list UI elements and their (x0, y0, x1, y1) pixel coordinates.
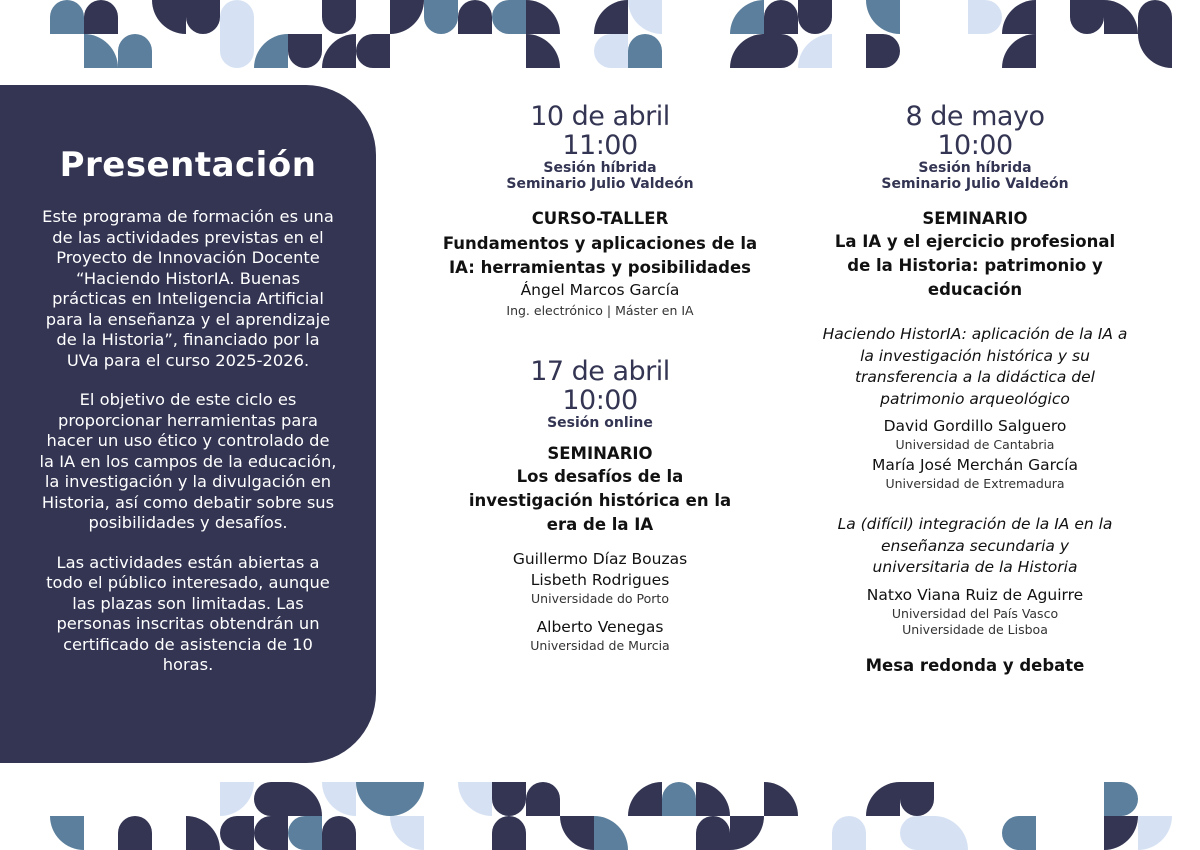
pattern-shape (288, 34, 322, 68)
pattern-shape (662, 782, 696, 816)
pattern-shape (798, 0, 832, 34)
event-10-abril (440, 102, 760, 319)
pattern-shape (526, 34, 560, 68)
speaker-affiliation: Universidad de Extremadura (885, 476, 1065, 491)
pattern-shape (764, 34, 798, 68)
event-date: 10 de abril (530, 101, 670, 132)
pattern-shape (288, 816, 322, 850)
pattern-shape (1138, 816, 1172, 850)
pattern-shape (730, 0, 764, 34)
event-kind: CURSO-TALLER (531, 209, 669, 228)
event-mode: Sesión híbrida (543, 160, 657, 176)
decorative-pattern-bottom (0, 782, 1200, 850)
pattern-shape (1138, 34, 1172, 68)
pattern-shape (1104, 782, 1138, 816)
talk-title: La (difícil) integración de la IA en la enseñanza secundaria y universitaria de la Historia (837, 515, 1113, 576)
pattern-shape (390, 782, 424, 816)
pattern-shape (118, 816, 152, 850)
pattern-shape (560, 816, 594, 850)
pattern-shape (152, 0, 186, 34)
pattern-shape (526, 782, 560, 816)
presentation-title: Presentación (59, 145, 317, 185)
pattern-shape (186, 0, 220, 34)
pattern-shape (1002, 0, 1036, 34)
event-kind: SEMINARIO (922, 209, 1028, 228)
event-mode: Sesión híbrida (918, 160, 1032, 176)
pattern-shape (594, 0, 628, 34)
speaker-affiliation: Universidade do Porto (531, 591, 669, 606)
pattern-shape (866, 0, 900, 34)
speaker-name: María José Merchán García (872, 456, 1078, 474)
event-time: 10:00 (562, 385, 638, 416)
speaker-affiliation: Universidad de Cantabria (895, 437, 1055, 452)
pattern-shape (628, 782, 662, 816)
event-date: 8 de mayo (905, 101, 1045, 132)
column-april (440, 102, 760, 654)
pattern-shape (254, 816, 288, 850)
pattern-shape (1138, 0, 1172, 34)
speaker-name: Guillermo Díaz Bouzas (512, 550, 688, 568)
pattern-shape (628, 0, 662, 34)
event-title: La IA y el ejercicio profesional de la Historia: patrimonio y educación (834, 232, 1116, 299)
speaker-name: Lisbeth Rodrigues (530, 571, 670, 589)
pattern-shape (730, 34, 764, 68)
pattern-shape (220, 816, 254, 850)
pattern-shape (526, 0, 560, 34)
pattern-shape (934, 816, 968, 850)
event-17-abril (440, 357, 760, 654)
presentation-paragraph: Las actividades están abiertas a todo el público interesado, aunque las plazas son limitadas. Las personas inscritas obtendrán un certificado de asistencia de 10 horas. (46, 552, 330, 674)
presentation-paragraph: Este programa de formación es una de las actividades previstas en el Proyecto de Innovación Docente “Haciendo HistorIA. Buenas prácticas en Inteligencia Artificial para la enseñanza y el aprendizaje de la Historia”, financiado por la UVa para el curso 2025-2026. (42, 207, 334, 370)
pattern-shape (798, 34, 832, 68)
presentation-panel (0, 85, 376, 763)
speaker-affiliation: Universidad de Murcia (530, 638, 670, 653)
pattern-shape (288, 782, 322, 816)
pattern-shape (900, 816, 934, 850)
pattern-shape (50, 816, 84, 850)
event-title: Los desafíos de la investigación histórica en la era de la IA (468, 467, 732, 534)
speaker-name: Alberto Venegas (536, 618, 664, 636)
pattern-shape (968, 0, 1002, 34)
pattern-shape (84, 34, 118, 68)
pattern-shape (764, 0, 798, 34)
speaker-affiliation: Universidad del País Vasco (891, 605, 1059, 621)
pattern-shape (866, 782, 900, 816)
event-place: Seminario Julio Valdeón (506, 176, 694, 192)
pattern-shape (628, 34, 662, 68)
speaker-name: David Gordillo Salguero (883, 417, 1067, 435)
pattern-shape (322, 816, 356, 850)
pattern-shape (594, 34, 628, 68)
pattern-shape (84, 0, 118, 34)
event-title: Fundamentos y aplicaciones de la IA: herramientas y posibilidades (442, 234, 758, 277)
speaker-name: Natxo Viana Ruiz de Aguirre (866, 585, 1084, 604)
pattern-shape (220, 0, 254, 34)
event-kind: SEMINARIO (547, 444, 653, 463)
pattern-shape (356, 34, 390, 68)
event-time: 10:00 (937, 130, 1013, 161)
pattern-shape (696, 782, 730, 816)
pattern-shape (254, 34, 288, 68)
event-place: Seminario Julio Valdeón (881, 176, 1069, 192)
pattern-shape (458, 782, 492, 816)
pattern-shape (832, 816, 866, 850)
pattern-shape (458, 0, 492, 34)
pattern-shape (1002, 816, 1036, 850)
pattern-shape (50, 0, 84, 34)
pattern-shape (220, 34, 254, 68)
event-time: 11:00 (562, 130, 638, 161)
presentation-paragraph: El objetivo de este ciclo es proporcionar herramientas para hacer un uso ético y controlado de la IA en los campos de la educación, la investigación y la divulgación en Historia, así como debatir sobre sus posibilidades y desafíos. (39, 390, 337, 532)
pattern-shape (390, 0, 424, 34)
pattern-shape (900, 782, 934, 816)
pattern-shape (492, 0, 526, 34)
pattern-shape (696, 816, 730, 850)
closing-session: Mesa redonda y debate (865, 655, 1085, 675)
talk-title: Haciendo HistorIA: aplicación de la IA a la investigación histórica y su transferencia a la didáctica del patrimonio arqueológico (822, 325, 1128, 408)
pattern-shape (322, 34, 356, 68)
pattern-shape (764, 782, 798, 816)
pattern-shape (254, 782, 288, 816)
pattern-shape (492, 816, 526, 850)
column-mayo (815, 102, 1135, 675)
event-date: 17 de abril (530, 356, 670, 387)
speaker-name: Ángel Marcos García (520, 281, 680, 299)
pattern-shape (1070, 0, 1104, 34)
pattern-shape (1104, 0, 1138, 34)
pattern-shape (866, 34, 900, 68)
pattern-shape (186, 816, 220, 850)
pattern-shape (390, 816, 424, 850)
pattern-shape (424, 0, 458, 34)
pattern-shape (356, 782, 390, 816)
pattern-shape (220, 782, 254, 816)
pattern-shape (1104, 816, 1138, 850)
event-mode: Sesión online (547, 415, 653, 431)
pattern-shape (322, 782, 356, 816)
pattern-shape (322, 0, 356, 34)
pattern-shape (1002, 34, 1036, 68)
speaker-affiliation: Universidade de Lisboa (902, 621, 1048, 637)
pattern-shape (594, 816, 628, 850)
speaker-affiliation: Ing. electrónico | Máster en IA (506, 303, 694, 318)
pattern-shape (118, 34, 152, 68)
decorative-pattern-top (0, 0, 1200, 68)
pattern-shape (730, 816, 764, 850)
pattern-shape (492, 782, 526, 816)
